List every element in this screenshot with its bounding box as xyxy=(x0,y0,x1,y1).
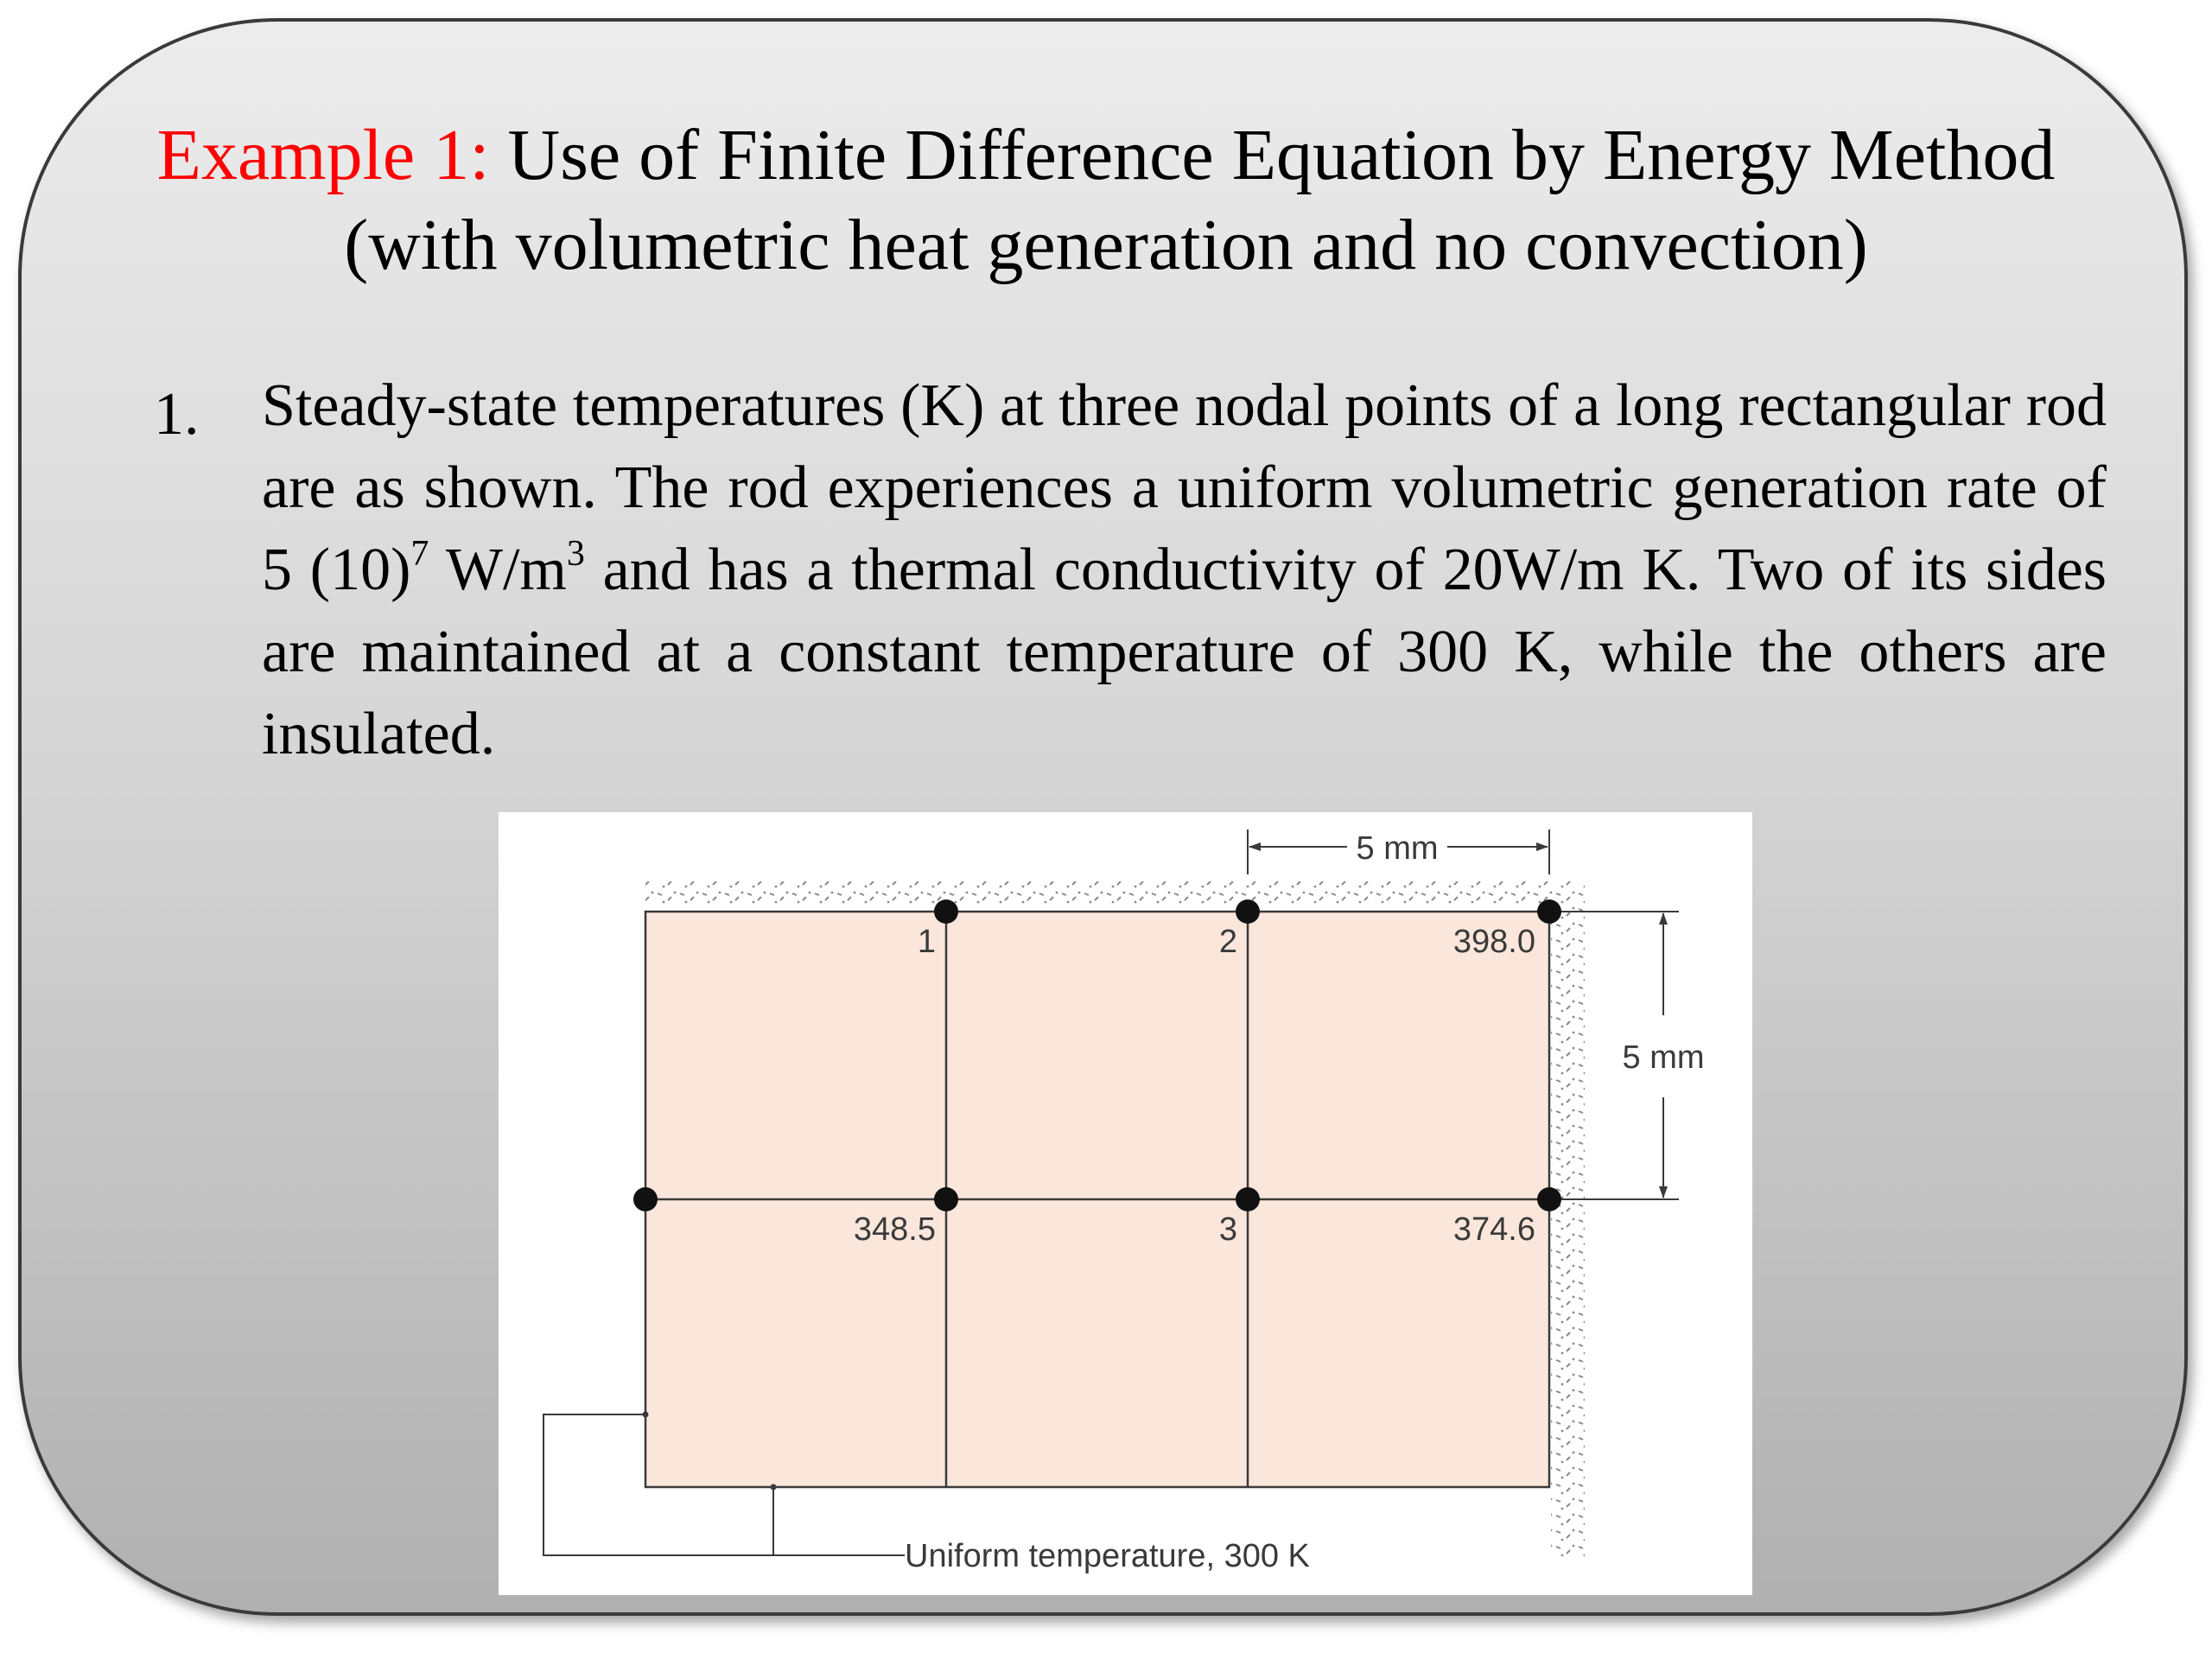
problem-number: 1. xyxy=(154,381,200,448)
node-mid-left xyxy=(934,1187,958,1211)
node-3-label: 3 xyxy=(1218,1211,1237,1248)
node-mid-right xyxy=(1537,1187,1561,1211)
title-line-2: (with volumetric heat generation and no convection) xyxy=(344,205,1868,285)
problem-text-part-3: and has a thermal conductivity of 20W/m K. Two of its sides are maintained at a constant temperature of 300 K, while the others are insulated. xyxy=(262,537,2107,767)
leader-dot-bottom xyxy=(771,1484,777,1491)
temp-348-label: 348.5 xyxy=(853,1211,936,1248)
title-line-1: Use of Finite Difference Equation by Energy Method xyxy=(507,115,2056,195)
top-insulation xyxy=(645,881,1585,906)
node-top-right xyxy=(1537,899,1561,924)
example-label: Example 1: xyxy=(156,115,490,195)
boundary-caption: Uniform temperature, 300 K xyxy=(905,1538,1310,1574)
rod-figure xyxy=(499,812,1752,1595)
slide-title xyxy=(0,111,2212,290)
dim-vertical-label: 5 mm xyxy=(1622,1039,1705,1076)
problem-text-part-2: W/m xyxy=(429,537,567,603)
temp-374-label: 374.6 xyxy=(1452,1211,1535,1248)
temp-398-label: 398.0 xyxy=(1452,924,1535,960)
exponent-3: 3 xyxy=(566,534,585,574)
exponent-7: 7 xyxy=(410,534,429,574)
node-3 xyxy=(1236,1187,1260,1211)
node-1 xyxy=(934,899,958,924)
leader-dot-left xyxy=(643,1412,649,1418)
node-1-label: 1 xyxy=(917,924,936,960)
node-2-label: 2 xyxy=(1218,924,1237,960)
rod-diagram xyxy=(499,812,1752,1595)
dim-horizontal-label: 5 mm xyxy=(1356,830,1439,867)
right-insulation xyxy=(1551,881,1585,1558)
node-2 xyxy=(1236,899,1260,924)
node-mid-left-edge xyxy=(633,1187,658,1211)
problem-text-part-1: Steady-state temperatures (K) at three nodal points of a long rectangular rod are as shown. The rod experiences a uniform volumetric generation rate of 5 (10) xyxy=(262,372,2107,603)
problem-text xyxy=(262,365,2107,775)
